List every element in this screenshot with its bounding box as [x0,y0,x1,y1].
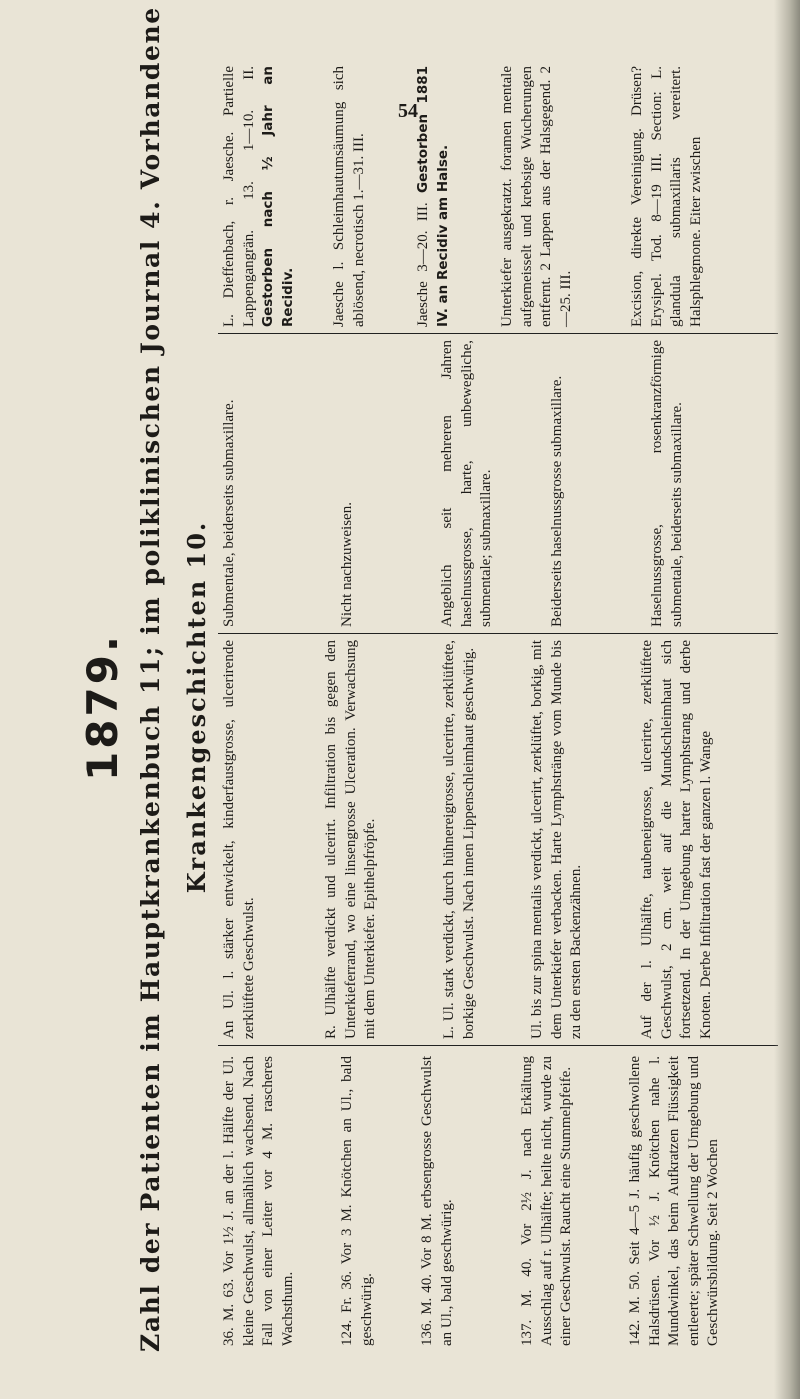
treatment-cell [330,66,369,327]
page-edge-shadow [774,0,800,1399]
findings-cell: Ul. bis zur spina mentalis verdickt, ulcerirt, zerklüftet, borkig, mit dem Unterkiefer verbacken. Harte Lymphstränge vom Munde bis zu den ersten Backenzähnen. [529,640,584,1039]
treatment-cell [220,66,298,327]
treatment-text: L. Dieffenbach, r. Jaesche. Partielle Lappengangrän. 13. 1—10. II. [221,66,257,327]
column-glands [218,336,778,634]
findings-cell: An Ul. l. stärker entwickelt, kinderfaustgrosse, ulcerirende zerklüftete Geschwulst. [221,640,257,1039]
page-number: 54 [398,100,418,122]
history-cell: 137. M. 40. Vor 2½ J. nach Erkältung Ausschlag auf r. Ulhälfte; heilte nicht, wurde zu einer Geschwulst. Raucht eine Stummelpfeife. [519,1056,574,1346]
glands-cell: Haselnussgrosse, rosenkranzförmige submentale, beiderseits submaxillare. [649,340,685,627]
column-treatment [218,62,778,334]
treatment-text: Unterkiefer ausgekratzt. foramen mentale aufgemeisselt und krebsige Wucherungen entfernt. 2 Lappen aus der Halsgegend. 2—25. III. [499,66,574,327]
column-history [218,1052,778,1352]
glands-cell: Submentale, beiderseits submaxillare. [221,399,237,627]
treatment-text: Jaesche 3—20. III. [415,202,431,327]
rotated-table-sheet [78,6,778,1352]
history-cell: 36. M. 63. Vor 1½ J. an der l. Hälfte der Ul. kleine Geschwulst, allmählich wachsend. Nach Fall von einer Leiter vor 4 M. rascheres Wachsthum. [221,1056,296,1346]
treatment-cell [498,66,576,327]
case-table [218,62,778,1352]
outcome-text: Gestorben 1881 IV. an Recidiv am Halse. [415,65,451,327]
history-cell: 136. M. 40. Vor 8 M. erbsengrosse Geschwulst an Ul., bald geschwürig. [419,1056,455,1346]
glands-cell: Nicht nachzuweisen. [339,502,355,627]
history-cell: 142. M. 50. Seit 4—5 J. häufig geschwollene Halsdrüsen. Vor ½ J. Knötchen nahe l. Mundwinkel, das beim Aufkratzen Flüssigkeit entleerte; später Schwellung der Umgebung und Geschwürsbildung. Seit 2 Wochen [627,1056,721,1346]
findings-cell: R. Ulhälfte verdickt und ulcerirt. Infiltration bis gegen den Unterkieferrand, wo eine linsengrosse Ulceration. Verwachsung mit dem Unterkiefer. Epithelpfröpfe. [323,640,378,1039]
glands-cell: Beiderseits haselnussgrosse submaxillare. [549,375,565,627]
year-heading: 1879. [78,633,127,781]
treatment-text: Excision, direkte Vereinigung. Drüsen? Erysipel. Tod. 8—19 III. Section: L. glandula submaxillaris vereitert. Halsphlegmone. Eiter zwischen [629,66,704,327]
treatment-text: Jaesche l. Schleimhautumsäumung sich ablösend, necrotisch 1.—31. III. [331,66,367,327]
outcome-text: Gestorben nach ½ Jahr an Recidiv. [260,66,296,327]
history-cell: 124. Fr. 36. Vor 3 M. Knötchen an Ul., bald geschwürig. [339,1056,375,1346]
glands-cell: Angeblich seit mehreren Jahren haselnussgrosse, harte, unbewegliche, submentale; submaxillare. [439,340,494,627]
page-title: Zahl der Patienten im Hauptkrankenbuch 11; im poliklinischen Journal 4. Vorhandene [136,6,165,1352]
treatment-cell [628,66,706,327]
findings-cell: Auf der l. Ulhälfte, taubeneigrosse, ulcerirte, zerklüftete Geschwulst, 2 cm. weit auf die Mundschleimhaut sich fortsetzend. In der Umgebung harter Lymphstrang und derbe Knoten. Derbe Infiltration fast der ganzen l. Wange [639,640,714,1039]
findings-cell: L. Ul. stark verdickt, durch hühnereigrosse, ulcerirte, zerklüftete, borkige Geschwulst. Nach innen Lippenschleimhaut geschwürig. [441,640,477,1039]
treatment-cell [414,66,453,327]
page-subtitle: Krankengeschichten 10. [182,520,211,894]
column-findings [218,636,778,1046]
